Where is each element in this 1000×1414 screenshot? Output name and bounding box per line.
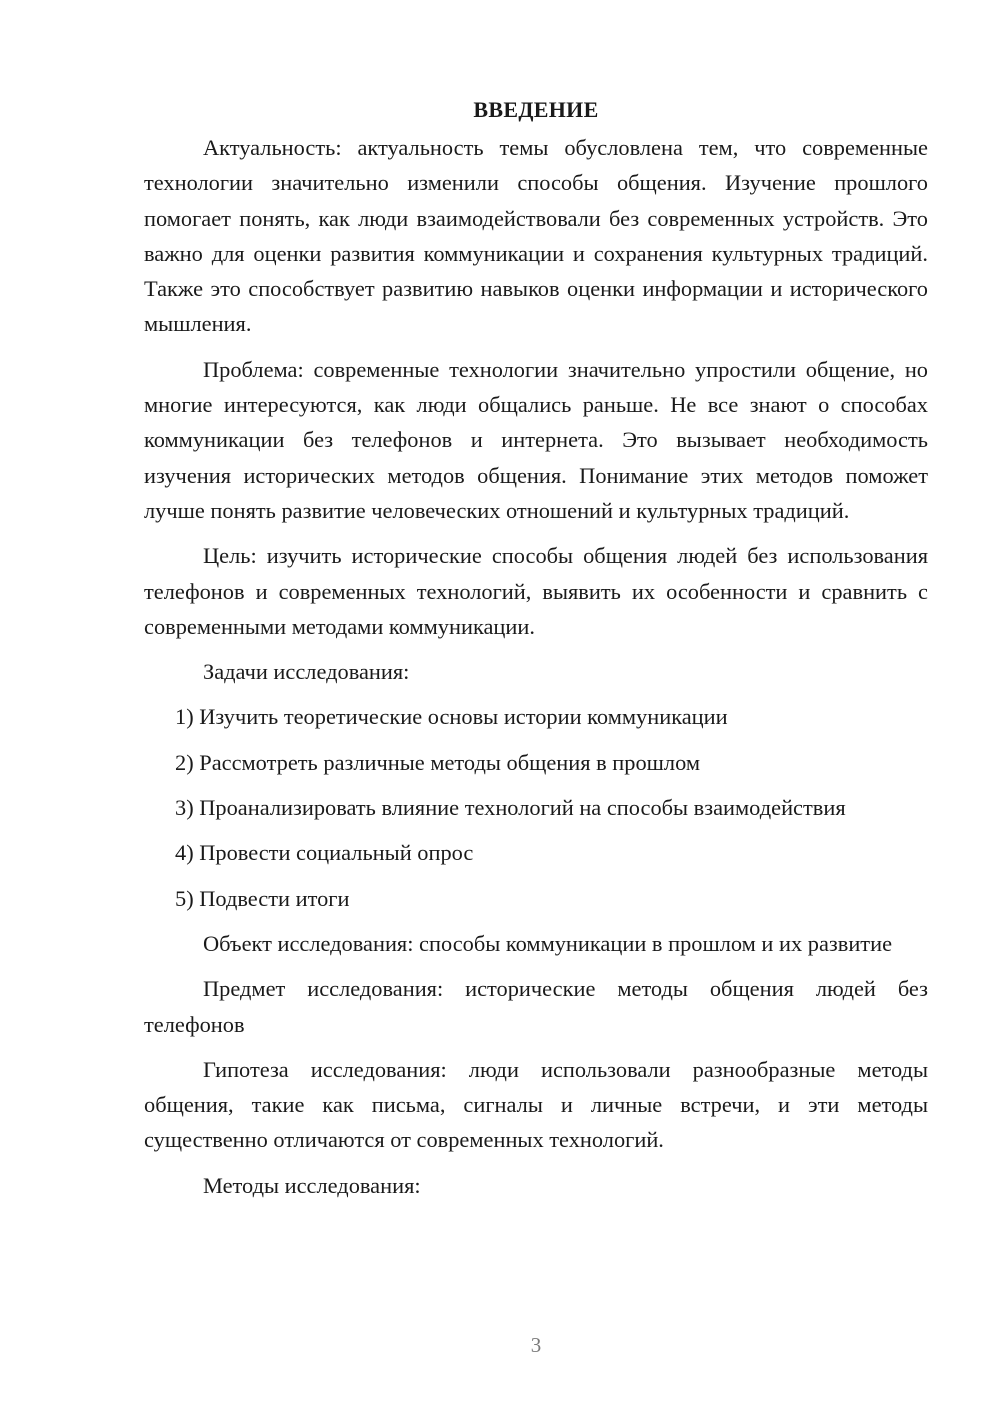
tasks-list — [144, 689, 928, 915]
task-item: 4) Провести социальный опрос — [175, 840, 474, 866]
tasks-title: Задачи исследования: — [203, 659, 410, 685]
methods-title: Методы исследования: — [203, 1172, 421, 1198]
object-paragraph: Объект исследования: способы коммуникации в прошлом и их развитие — [203, 930, 893, 956]
goal-paragraph: Цель: изучить исторические способы общения людей без использования телефонов и современных технологий, выявить их особенности и сравнить с современными методами коммуникации. — [144, 543, 928, 639]
task-item: 1) Изучить теоретические основы истории коммуникации — [175, 704, 728, 730]
hypothesis-paragraph: Гипотеза исследования: люди использовали разнообразные методы общения, такие как письма, сигналы и личные встречи, и эти методы существенно отличаются от современных технологий. — [144, 1056, 928, 1153]
subject-paragraph: Предмет исследования: исторические методы общения людей без телефонов — [144, 976, 928, 1037]
task-item: 2) Рассмотреть различные методы общения в прошлом — [175, 749, 701, 775]
section-heading: ВВЕДЕНИЕ — [473, 97, 599, 122]
relevance-paragraph: Актуальность: актуальность темы обусловлена тем, что современные технологии значительно изменили способы общения. Изучение прошлого помогает понять, как люди взаимодействовали без современных устройств. Это важно для оценки развития коммуникации и сохранения культурных традиций. Также это способствует развитию навыков оценки информации и исторического мышления. — [144, 135, 928, 337]
problem-paragraph: Проблема: современные технологии значительно упростили общение, но многие интересуются, как люди общались раньше. Не все знают о способах коммуникации без телефонов и интернета. Это вызывает необходимость изучения исторических методов общения. Понимание этих методов поможет лучше понять развитие человеческих отношений и культурных традиций. — [144, 356, 928, 523]
page-number: 3 — [530, 1333, 542, 1357]
task-item: 5) Подвести итоги — [175, 885, 350, 911]
task-item: 3) Проанализировать влияние технологий на способы взаимодействия — [175, 795, 846, 821]
page-body — [144, 92, 928, 1203]
